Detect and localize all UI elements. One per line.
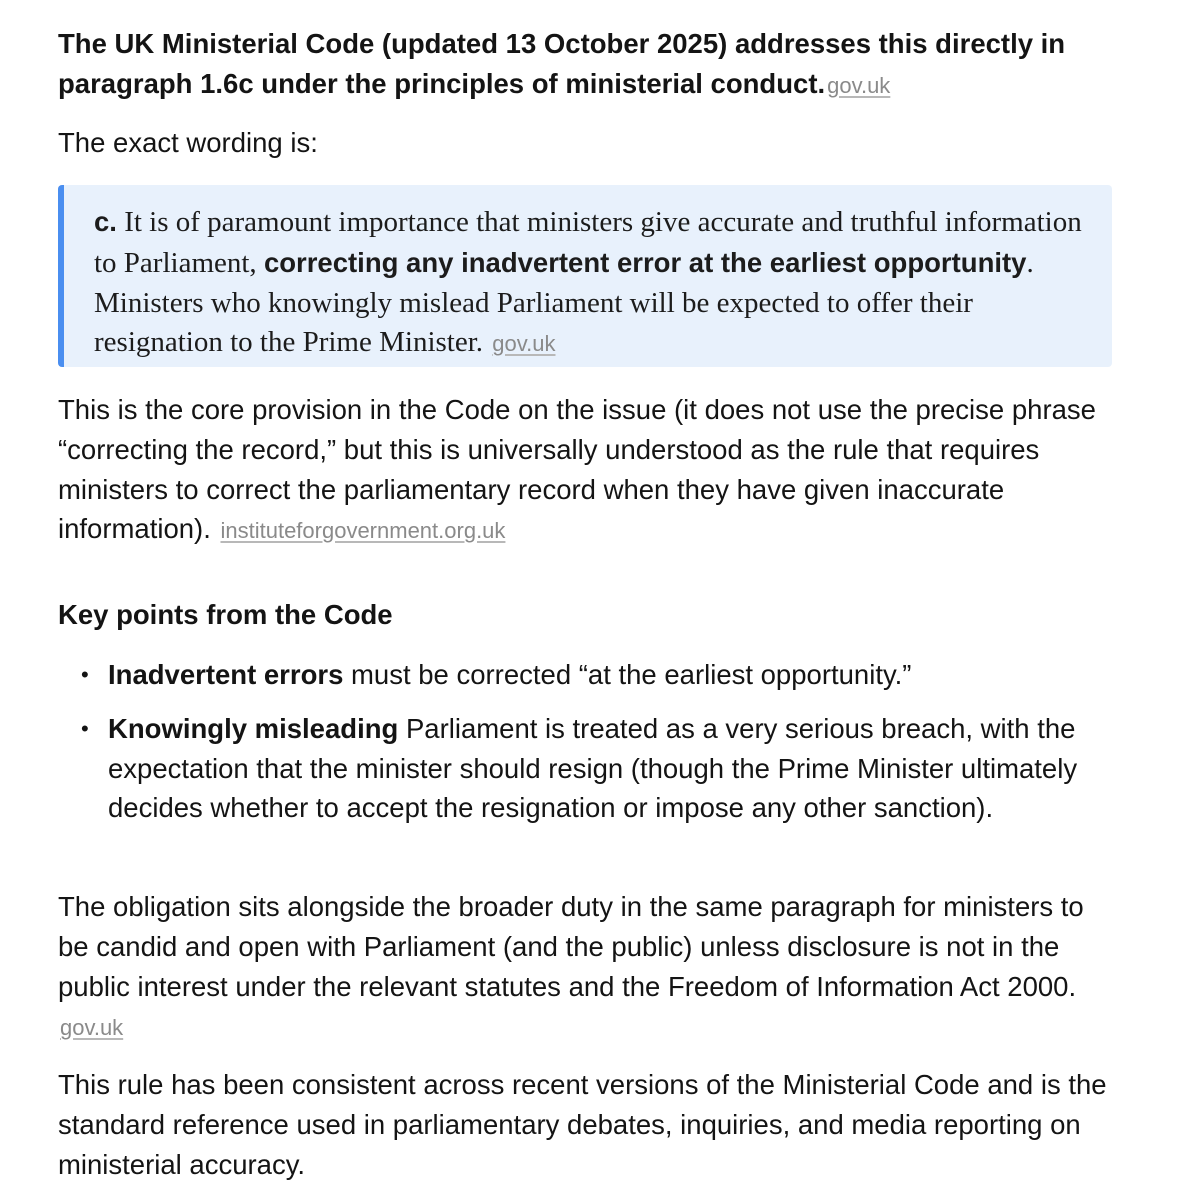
key-points-list: [58, 655, 1118, 828]
bullet-bold: Knowingly misleading: [108, 712, 399, 744]
quote-paragraph-label: c.: [94, 206, 117, 237]
obligation-citation-link[interactable]: gov.uk: [60, 1015, 124, 1041]
rule-paragraph: This rule has been consistent across recent versions of the Ministerial Code and is the standard reference used in parliamentary debates, inquiries, and media reporting on ministerial accuracy.: [58, 1069, 1107, 1180]
bullet-bold: Inadvertent errors: [108, 659, 344, 690]
quote-text: [94, 202, 1092, 364]
list-item: [58, 709, 1118, 828]
quote-text-b: . Ministers who knowingly mislead Parliament will be expected to offer their resignation to the Prime Minister.: [94, 246, 1034, 359]
quote-bold-phrase: correcting any inadvertent error at the earliest opportunity: [263, 246, 1027, 278]
intro-paragraph: [58, 24, 1118, 106]
key-points-heading: Key points from the Code: [58, 599, 393, 630]
core-text: This is the core provision in the Code on the issue (it does not use the precise phrase “correcting the record,” but this is universally understood as the rule that requires ministers to correct the parliamentary record when they have given inaccurate information).: [58, 394, 1096, 545]
bullet-text: Parliament is treated as a very serious breach, with the expectation that the minister should resign (though the Prime Minister ultimately decides whether to accept the resignation or impose any other sanction).: [108, 712, 1078, 824]
bullet-icon: •: [81, 715, 89, 741]
bullet-text: must be corrected “at the earliest opportunity.”: [343, 659, 912, 690]
obligation-text: The obligation sits alongside the broader duty in the same paragraph for ministers to be candid and open with Parliament (and the public) unless disclosure is not in the public interest under the relevant statutes and the Freedom of Information Act 2000.: [58, 891, 1084, 1002]
exact-wording-text: The exact wording is:: [58, 127, 318, 158]
obligation-paragraph: [58, 887, 1118, 1048]
core-provision-paragraph: [58, 390, 1118, 551]
core-citation-link[interactable]: instituteforgovernment.org.uk: [220, 518, 506, 544]
list-item: [58, 655, 1118, 695]
bullet-icon: •: [81, 662, 89, 687]
quote-citation-link[interactable]: gov.uk: [492, 331, 556, 357]
intro-text: The UK Ministerial Code (updated 13 October 2025) addresses this directly in paragraph 1.6c under the principles of ministerial conduct.: [58, 28, 1066, 99]
code-blockquote: [58, 185, 1112, 367]
quote-text-a: It is of paramount importance that ministers give accurate and truthful information to Parliament,: [94, 206, 1082, 279]
intro-citation-link[interactable]: gov.uk: [827, 72, 891, 98]
